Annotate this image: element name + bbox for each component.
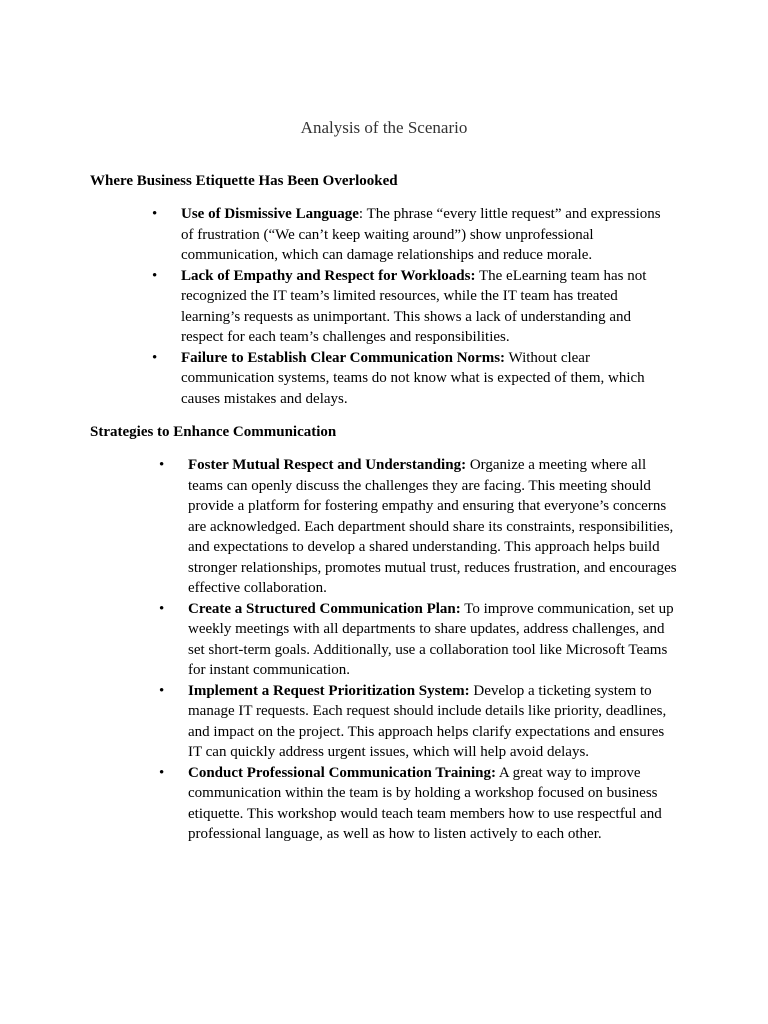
document-title: Analysis of the Scenario xyxy=(300,118,468,137)
etiquette-list xyxy=(152,204,671,409)
bullet-icon: • xyxy=(152,267,158,284)
bullet-icon: • xyxy=(159,457,165,473)
strategies-list xyxy=(159,455,680,845)
list-item: • Use of Dismissive Language: The phrase “every little request” and expressions of frustration (“We can’t keep waiting around”) show unprofessional communication, which can damage relationships and reduce morale. xyxy=(152,206,661,263)
bullet-icon: • xyxy=(152,349,158,366)
list-item: • Foster Mutual Respect and Understanding: Organize a meeting where all teams can openly discuss the challenges they are facing. This meeting should provide a platform for fostering empathy and ensuring that everyone’s concerns are acknowledged. Each department should share its constraints, responsibilities, and expectations to develop a shared understanding. This approach helps build stronger relationships, promotes mutual trust, reduces frustration, and encourages effective collaboration. xyxy=(159,457,677,596)
section-heading-etiquette: Where Business Etiquette Has Been Overlooked xyxy=(90,173,398,189)
bullet-icon: • xyxy=(159,764,165,781)
bullet-icon: • xyxy=(152,206,158,222)
list-item: • Implement a Request Prioritization System: Develop a ticketing system to manage IT requests. Each request should include details like priority, deadlines, and impact on the project. This approach helps clarify expectations and ensures IT can quickly address urgent issues, which will help avoid delays. xyxy=(159,682,667,760)
list-item: • Failure to Establish Clear Communication Norms: Without clear communication systems, teams do not know what is expected of them, which causes mistakes and delays. xyxy=(152,349,645,407)
list-item: • Conduct Professional Communication Training: A great way to improve communication within the team is by holding a workshop focused on business etiquette. This workshop would teach team members how to use respectful and professional language, as well as how to listen actively to each other. xyxy=(159,764,662,842)
bullet-icon: • xyxy=(159,600,165,617)
bullet-icon: • xyxy=(159,682,165,699)
section-heading-strategies: Strategies to Enhance Communication xyxy=(90,424,337,440)
list-item: • Create a Structured Communication Plan: To improve communication, set up weekly meetings with all departments to share updates, address challenges, and set short-term goals. Additionally, use a collaboration tool like Microsoft Teams for instant communication. xyxy=(159,600,674,678)
list-item: • Lack of Empathy and Respect for Workloads: The eLearning team has not recognized the IT team’s limited resources, while the IT team has treated learning’s requests as unimportant. This shows a lack of understanding and respect for each team’s challenges and responsibilities. xyxy=(152,267,647,345)
